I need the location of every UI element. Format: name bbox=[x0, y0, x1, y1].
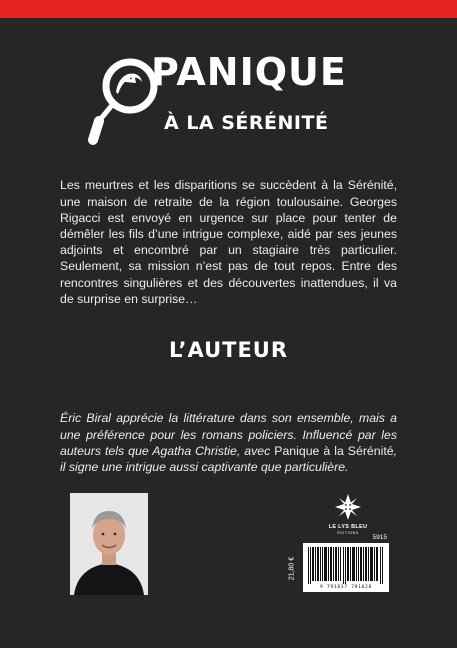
top-accent-band bbox=[0, 0, 457, 18]
lily-logo-icon bbox=[333, 492, 363, 522]
author-photo bbox=[70, 493, 148, 595]
bio-text-end: , il signe une intrigue aussi captivante que particulière. bbox=[60, 443, 398, 474]
author-portrait-image bbox=[70, 493, 148, 595]
bio-book-title: Panique à la Sérénité bbox=[274, 443, 394, 458]
bio-text-start: Éric Biral apprécie la littérature dans son ensemble, mais a une préférence pour les romans policiers. Influencé par les auteurs tels que Agatha Christie, avec bbox=[60, 411, 397, 458]
product-code: 5915 bbox=[372, 534, 387, 541]
author-bio bbox=[60, 410, 397, 475]
barcode-bars bbox=[307, 547, 385, 584]
barcode bbox=[303, 543, 389, 592]
book-title: PANIQUE bbox=[151, 50, 347, 94]
price-label: 21,80 € bbox=[288, 556, 296, 581]
synopsis-text: Les meurtres et les disparitions se succèdent à la Sérénité, une maison de retraite de la région toulousaine. Georges Rigacci est envoyé en urgence sur place pour tenter de démêler les fils d’une intrigue complexe, aidé par ses jeunes adjoints et encombré par un stagiaire très particulier. Seulement, sa mission n’est pas de tout repos. Entre des rencontres singulières et des découvertes inattendues, il va de surprise en surprise… bbox=[60, 178, 397, 306]
publisher-subtitle: ÉDITIONS bbox=[337, 531, 359, 535]
author-heading: L’AUTEUR bbox=[168, 338, 289, 362]
publisher-name: LE LYS BLEU bbox=[328, 524, 368, 530]
book-subtitle: À LA SÉRÉNITÉ bbox=[164, 112, 329, 134]
isbn-digits: 9 791037 791628 bbox=[320, 585, 372, 590]
